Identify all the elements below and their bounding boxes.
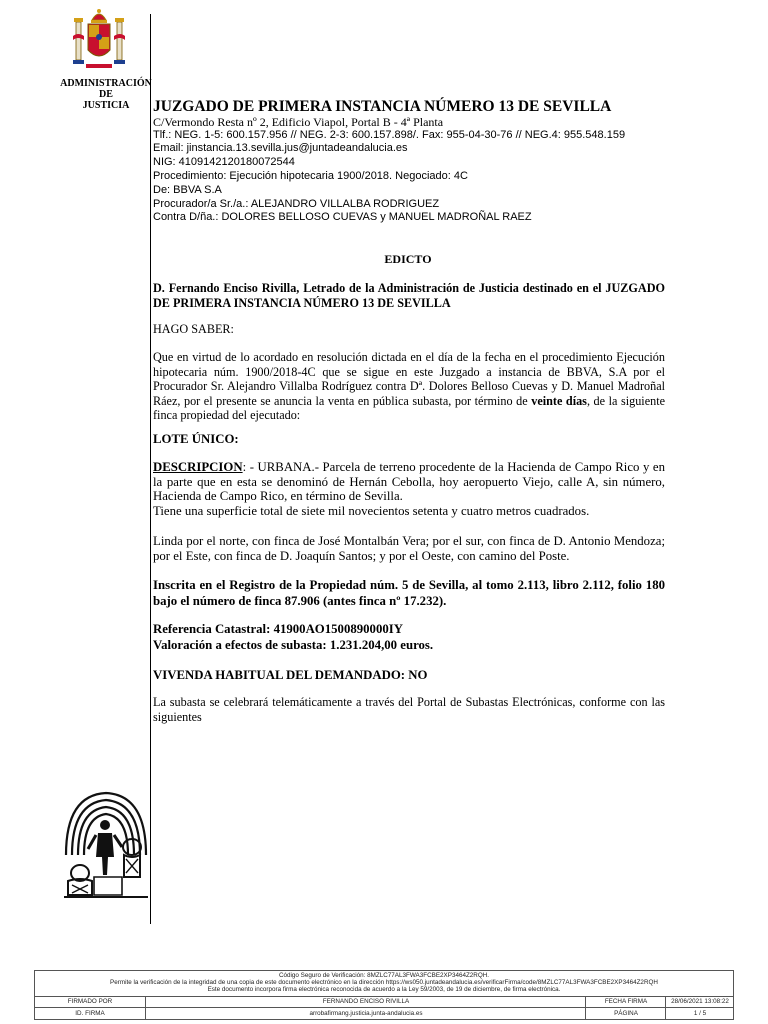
- paragraph-venta-end: , de la siguiente finca propiedad del ejecutado:: [153, 393, 665, 422]
- descripcion-paragraph: [153, 460, 665, 504]
- procurador: Procurador/a Sr./a.: ALEJANDRO VILLALBA RODRIGUEZ: [153, 198, 440, 210]
- paragraph-venta-term: veinte días: [531, 393, 587, 408]
- vivienda-habitual: VIVENDA HABITUAL DEL DEMANDADO: NO: [153, 668, 428, 682]
- verification-url-text: Permite la verificación de la integridad de una copia de este documento electrónico en la dirección https://ws050.juntadeandalucia.es/verificarFirma/code/8MZLC77AL3FWA3FCBE2XP3464Z2RQH: [110, 979, 658, 987]
- paragraph-venta-text: Que en virtud de lo acordado en resolución dictada en el día de la fecha en el procedimiento Ejecución hipotecaria núm. 1900/2018-4C que se sigue en este Juzgado a instancia de BBVA, S.A por el Procurador Sr. Alejandro Villalba Rodríguez contra Dª. Dolores Belloso Cuevas y D. Manuel Madroñal Ráez, por el presente se anuncia la venta en pública subasta, por término de: [153, 350, 665, 408]
- electronic-signature-note: Este documento incorpora firma electrónica reconocida de acuerdo a la Ley 59/2003, de 19 de diciembre, de firma electrónica.: [207, 986, 561, 994]
- fecha-firma-value: 28/06/2021 13:08:22: [665, 996, 734, 1007]
- contra: Contra D/ña.: DOLORES BELLOSO CUEVAS y MANUEL MADROÑAL RAEZ: [153, 211, 532, 223]
- footer-row-id: [35, 1008, 733, 1019]
- referencia-catastral: Referencia Catastral: 41900AO1500890000IY: [153, 622, 403, 636]
- intro-paragraph: D. Fernando Enciso Rivilla, Letrado de la Administración de Justicia destinado en el JUZGADO DE PRIMERA INSTANCIA NÚMERO 13 DE SEVILLA: [153, 281, 665, 310]
- inscripcion-registro: Inscrita en el Registro de la Propiedad núm. 5 de Sevilla, al tomo 2.113, libro 2.112, folio 180 bajo el número de finca 87.906 (antes finca nº 17.232).: [153, 578, 665, 608]
- coat-of-arms-logo: [68, 6, 130, 76]
- id-firma-label: ID. FIRMA: [75, 1010, 105, 1017]
- paragraph-venta: [153, 350, 665, 423]
- signature-footer: [34, 970, 734, 1020]
- court-email: Email: jinstancia.13.sevilla.jus@juntadeandalucia.es: [153, 142, 408, 154]
- junta-andalucia-emblem-logo: [60, 785, 152, 903]
- verification-block: [35, 971, 733, 997]
- pagina-label: PÁGINA: [585, 1008, 666, 1019]
- pagina-value: 1 / 5: [665, 1008, 734, 1019]
- admin-line-3: JUSTICIA: [82, 100, 130, 111]
- lote-unico: LOTE ÚNICO:: [153, 432, 239, 446]
- court-phones: Tlf.: NEG. 1-5: 600.157.956 // NEG. 2-3: 600.157.898/. Fax: 955-04-30-76 // NEG.4: 955.548.159: [153, 129, 626, 141]
- descripcion-label: DESCRIPCION: [153, 460, 243, 474]
- valoracion-subasta: Valoración a efectos de subasta: 1.231.204,00 euros.: [153, 638, 434, 652]
- subasta-paragraph: La subasta se celebrará telemáticamente a través del Portal de Subastas Electrónicas, conforme con las siguientes: [153, 695, 665, 724]
- administracion-justicia-label: [58, 78, 154, 111]
- verification-code: Código Seguro de Verificación: 8MZLC77AL3FWA3FCBE2XP3464Z2RQH.: [278, 972, 490, 979]
- fecha-firma-label: FECHA FIRMA: [585, 996, 666, 1007]
- firmado-por-label: FIRMADO POR: [67, 998, 113, 1005]
- nig: NIG: 4109142120180072544: [153, 156, 295, 168]
- hago-saber: HAGO SABER:: [153, 322, 234, 336]
- descripcion-text: : - URBANA.- Parcela de terreno procedente de la Hacienda de Campo Rico y en la parte que en esta se denominó de Hernán Cebolla, hoy aeropuerto Viejo, calle A, sin número, Hacienda de Campo Rico, en término de Sevilla.: [153, 460, 665, 504]
- court-address: C/Vermondo Resta nº 2, Edificio Viapol, Portal B - 4ª Planta: [153, 115, 444, 129]
- admin-line-1: ADMINISTRACIÓN: [60, 78, 152, 89]
- footer-row-firmado: [35, 996, 733, 1008]
- demandante: De: BBVA S.A: [153, 184, 222, 196]
- superficie: Tiene una superficie total de siete mil novecientos setenta y cuatro metros cuadrados.: [153, 504, 590, 518]
- admin-line-2: DE: [99, 89, 113, 100]
- firmado-por-value: FERNANDO ENCISO RIVILLA: [145, 996, 586, 1007]
- id-firma-value: arrobafirmang.justicia.junta-andalucia.es: [145, 1008, 586, 1019]
- procedimiento: Procedimiento: Ejecución hipotecaria 1900/2018. Negociado: 4C: [153, 170, 468, 182]
- court-title: JUZGADO DE PRIMERA INSTANCIA NÚMERO 13 DE SEVILLA: [153, 98, 612, 115]
- edicto-heading: EDICTO: [384, 252, 432, 266]
- linderos: Linda por el norte, con finca de José Montalbán Vera; por el sur, con finca de D. Antonio Mendoza; por el Este, con finca de D. Joaquín Santos; y por el Oeste, con camino del Poste.: [153, 534, 665, 563]
